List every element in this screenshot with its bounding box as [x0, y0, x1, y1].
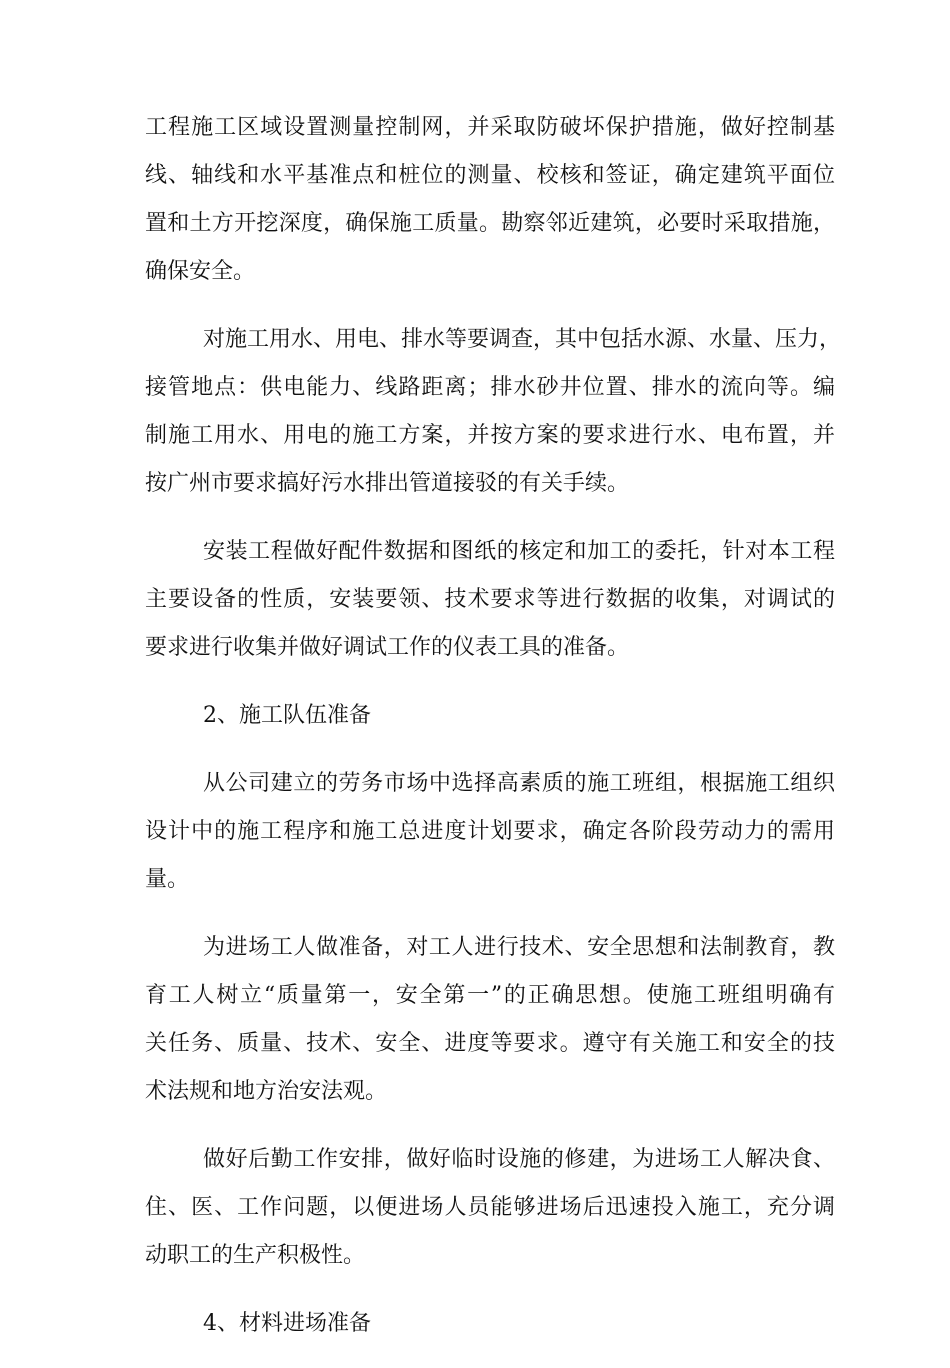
paragraph-survey-control	[145, 104, 835, 296]
text-line: 量。	[145, 867, 190, 892]
text-line: 术法规和地方治安法观。	[145, 1079, 388, 1104]
text-line: 从公司建立的劳务市场中选择高素质的施工班组，根据施工组织	[203, 771, 835, 796]
section-heading-team	[145, 692, 835, 740]
text-line: 线、轴线和水平基准点和桩位的测量、校核和签证，确定建筑平面位	[145, 163, 835, 188]
text-line: 安装工程做好配件数据和图纸的核定和加工的委托，针对本工程	[203, 539, 835, 564]
paragraph-logistics	[145, 1136, 835, 1280]
text-line: 为进场工人做准备，对工人进行技术、安全思想和法制教育，教	[203, 935, 835, 960]
text-line: 置和土方开挖深度，确保施工质量。勘察邻近建筑，必要时采取措施，	[145, 211, 835, 236]
text-line: 制施工用水、用电的施工方案，并按方案的要求进行水、电布置，并	[145, 423, 835, 448]
text-line: 接管地点：供电能力、线路距离；排水砂井位置、排水的流向等。编	[145, 375, 835, 400]
text-line: 对施工用水、用电、排水等要调查，其中包括水源、水量、压力，	[203, 327, 842, 352]
section-heading: 4、材料进场准备	[203, 1311, 371, 1336]
paragraph-worker-education	[145, 924, 835, 1116]
text-line: 关任务、质量、技术、安全、进度等要求。遵守有关施工和安全的技	[145, 1031, 835, 1056]
paragraph-installation	[145, 528, 835, 672]
text-line: 设计中的施工程序和施工总进度计划要求，确定各阶段劳动力的需用	[145, 819, 835, 844]
text-line: 住、医、工作问题，以便进场人员能够进场后迅速投入施工，充分调	[145, 1195, 835, 1220]
document-page	[145, 104, 842, 1368]
text-line: 主要设备的性质，安装要领、技术要求等进行数据的收集，对调试的	[145, 587, 835, 612]
text-line: 育工人树立“质量第一，安全第一”的正确思想。使施工班组明确有	[145, 983, 835, 1008]
text-line: 按广州市要求搞好污水排出管道接驳的有关手续。	[145, 471, 630, 496]
text-line: 工程施工区域设置测量控制网，并采取防破坏保护措施，做好控制基	[145, 115, 835, 140]
text-line: 确保安全。	[145, 259, 256, 284]
paragraph-water-power	[145, 316, 842, 508]
text-line: 要求进行收集并做好调试工作的仪表工具的准备。	[145, 635, 630, 660]
section-heading-materials	[145, 1300, 835, 1348]
section-heading: 2、施工队伍准备	[203, 703, 371, 728]
paragraph-labor-selection	[145, 760, 835, 904]
text-line: 动职工的生产积极性。	[145, 1243, 366, 1268]
text-line: 做好后勤工作安排，做好临时设施的修建，为进场工人解决食、	[203, 1147, 835, 1172]
